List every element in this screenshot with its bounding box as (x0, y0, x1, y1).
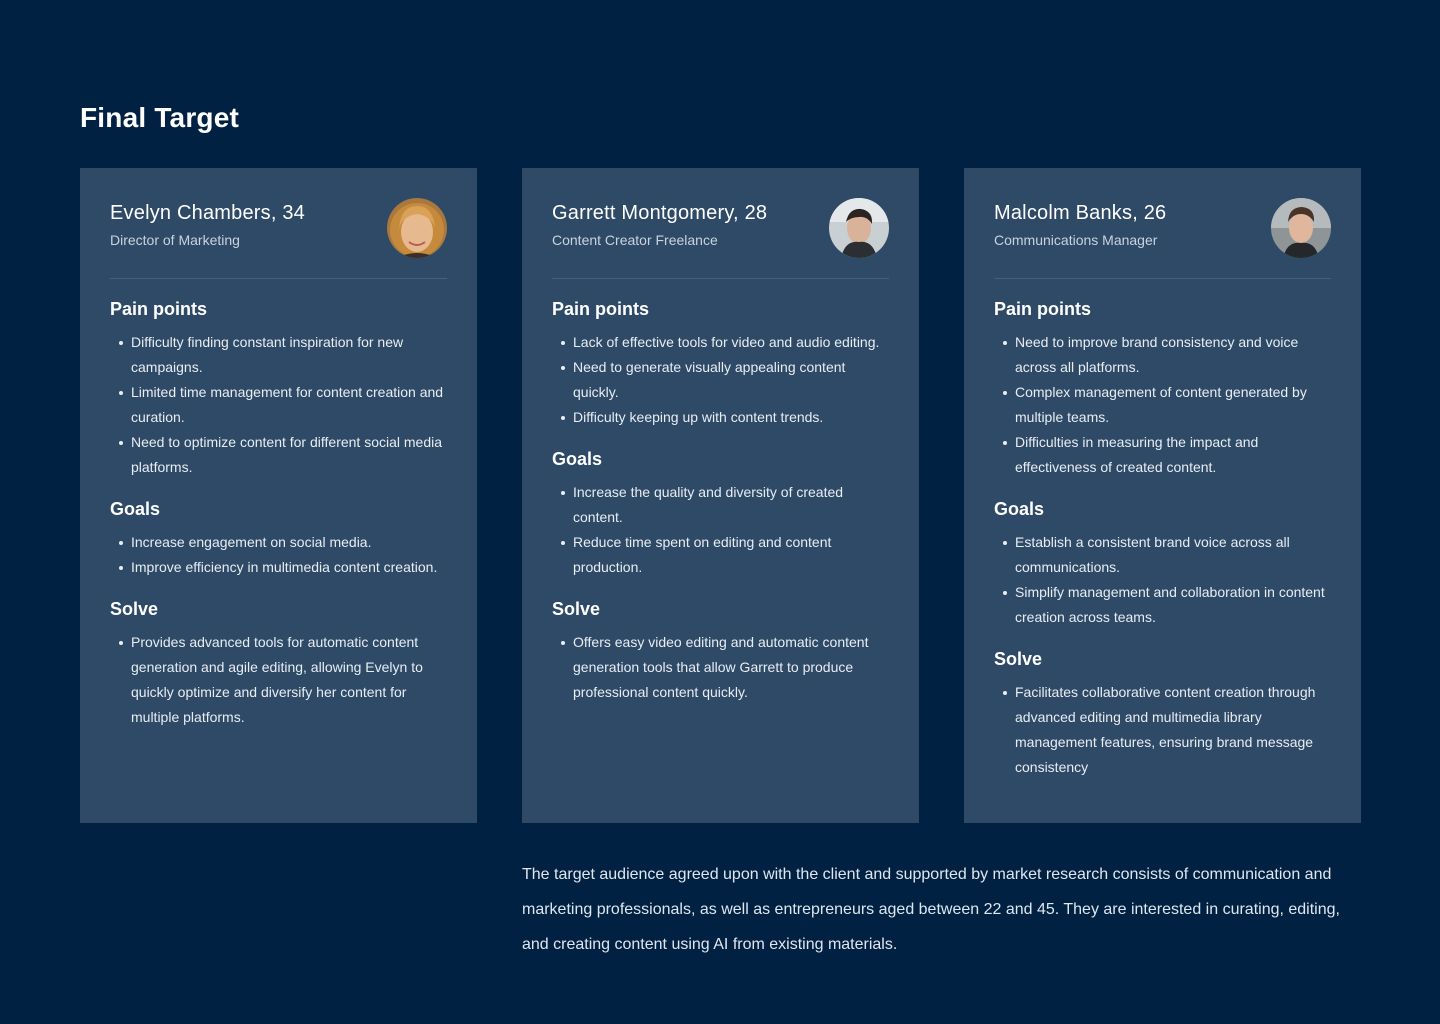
list-item: Increase engagement on social media. (110, 530, 447, 555)
section-title-pain-points: Pain points (110, 299, 208, 319)
solve-list (110, 630, 447, 730)
card-divider (552, 278, 889, 279)
persona-card (964, 168, 1361, 823)
section-title-pain-points: Pain points (552, 299, 650, 319)
section-title-goals: Goals (994, 499, 1045, 519)
goals-list (994, 530, 1331, 630)
list-item: Offers easy video editing and automatic content generation tools that allow Garrett to produce professional content quickly. (552, 630, 889, 705)
pain-points-list (110, 330, 447, 480)
list-item: Facilitates collaborative content creation through advanced editing and multimedia library management features, ensuring brand message consistency (994, 680, 1331, 780)
persona-card (522, 168, 919, 823)
list-item: Limited time management for content creation and curation. (110, 380, 447, 430)
solve-list (994, 680, 1331, 780)
list-item: Need to improve brand consistency and voice across all platforms. (994, 330, 1331, 380)
list-item: Difficulty keeping up with content trends. (552, 405, 889, 430)
section-title-goals: Goals (552, 449, 603, 469)
avatar (829, 198, 889, 258)
persona-identity (552, 198, 767, 248)
avatar (387, 198, 447, 258)
avatar (1271, 198, 1331, 258)
persona-header (552, 198, 889, 278)
pain-points-list (552, 330, 889, 430)
section-title-solve: Solve (994, 649, 1043, 669)
section-title-solve: Solve (110, 599, 159, 619)
persona-name: Garrett Montgomery, 28 (552, 202, 768, 224)
list-item: Need to optimize content for different social media platforms. (110, 430, 447, 480)
list-item: Difficulty finding constant inspiration for new campaigns. (110, 330, 447, 380)
persona-header (994, 198, 1331, 278)
solve-list (552, 630, 889, 705)
persona-role: Content Creator Freelance (552, 232, 718, 248)
list-item: Difficulties in measuring the impact and effectiveness of created content. (994, 430, 1331, 480)
list-item: Provides advanced tools for automatic content generation and agile editing, allowing Evelyn to quickly optimize and diversify her content for multiple platforms. (110, 630, 447, 730)
persona-cards (80, 168, 1361, 823)
pain-points-list (994, 330, 1331, 480)
summary-paragraph: The target audience agreed upon with the client and supported by market research consists of communication and marketing professionals, as well as entrepreneurs aged between 22 and 45. They are interested in curating, editing, and creating content using AI from existing materials. (522, 866, 1340, 953)
section-title-goals: Goals (110, 499, 161, 519)
list-item: Improve efficiency in multimedia content creation. (110, 555, 447, 580)
list-item: Lack of effective tools for video and audio editing. (552, 330, 889, 355)
persona-role: Director of Marketing (110, 232, 240, 248)
page-title: Final Target (80, 102, 240, 133)
persona-identity (994, 198, 1166, 248)
card-divider (994, 278, 1331, 279)
card-divider (110, 278, 447, 279)
persona-name: Malcolm Banks, 26 (994, 202, 1167, 224)
list-item: Reduce time spent on editing and content production. (552, 530, 889, 580)
list-item: Simplify management and collaboration in content creation across teams. (994, 580, 1331, 630)
persona-header (110, 198, 447, 278)
section-title-solve: Solve (552, 599, 601, 619)
persona-identity (110, 198, 305, 248)
list-item: Increase the quality and diversity of created content. (552, 480, 889, 530)
persona-name: Evelyn Chambers, 34 (110, 202, 306, 224)
persona-role: Communications Manager (994, 232, 1158, 248)
goals-list (110, 530, 447, 580)
list-item: Need to generate visually appealing content quickly. (552, 355, 889, 405)
persona-card (80, 168, 477, 823)
goals-list (552, 480, 889, 580)
list-item: Establish a consistent brand voice across all communications. (994, 530, 1331, 580)
section-title-pain-points: Pain points (994, 299, 1092, 319)
list-item: Complex management of content generated by multiple teams. (994, 380, 1331, 430)
